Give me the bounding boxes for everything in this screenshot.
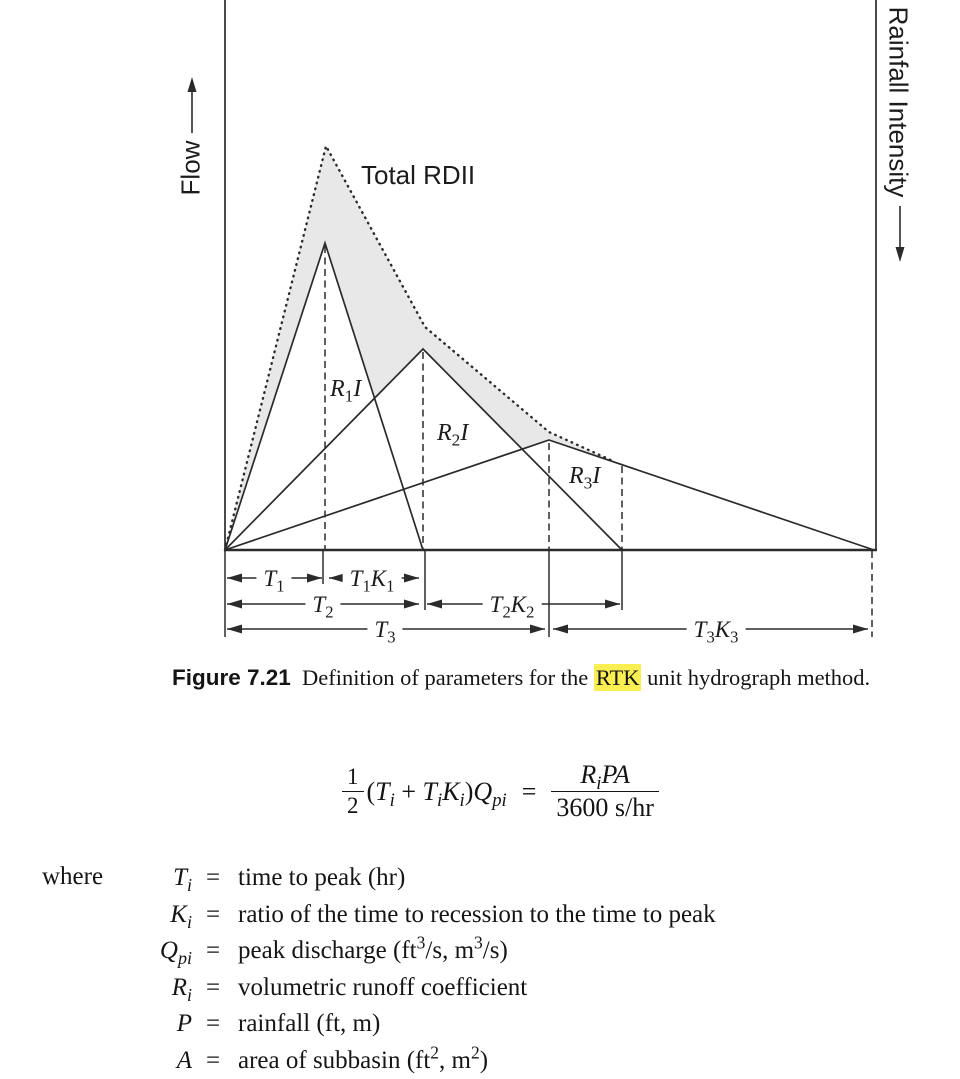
dim-t2-arrow-left [227,600,242,609]
equals-a: = [205,1046,221,1074]
dim-t3k3-arrow-left [553,625,568,634]
dim-t3k3-arrow-right [853,625,868,634]
hydrograph-1-label: $R_1I$ [330,376,362,406]
total-rdii-shaded-area [225,146,615,550]
dim-t3-arrow-left [227,625,242,634]
dim-t3-arrow-right [530,625,545,634]
rainfall-axis-label: Rainfall Intensity [883,6,914,198]
variable-definitions [42,860,716,1079]
dim-label-t2: $T_2$ [305,592,340,618]
rtk-equation [342,760,659,823]
fraction-one-half [342,764,364,819]
def-a: area of subbasin ($ft^2$, $m^2$) [238,1041,489,1074]
dim-label-t3: $T_3$ [367,617,402,643]
def-qpi: peak discharge ($ft^3/s$, $m^3/s$) [238,932,508,964]
equation-left-side: $(T_i + T_iK_i)Q_{pi}$ [366,776,507,811]
equals-ki: = [205,900,221,928]
var-ti: $T_i$ [173,864,192,895]
hydrograph-2-label: $R_2I$ [437,420,469,450]
flow-axis-arrowhead [188,77,197,92]
equals-p: = [205,1010,221,1037]
fraction-denominator: 2 [347,793,359,818]
dim-label-t2k2: $T_2K_2$ [483,592,542,618]
dim-t2k2-arrow-left [427,600,442,609]
rainfall-axis-arrowhead [896,247,905,262]
fraction-right-side [551,760,659,823]
dim-t1k1-arrow-right [404,574,419,583]
fraction-numerator: 1 [342,764,364,792]
definition-rows [42,860,716,1079]
var-a: A [176,1046,192,1074]
dim-t1-arrow-left [227,574,242,583]
def-p: rainfall (ft, m) [238,1010,381,1037]
def-ki: ratio of the time to recession to the time to peak [238,900,716,928]
hydrograph-3-label: $R_3I$ [569,463,601,493]
dim-t2-arrow-right [404,600,419,609]
dim-label-t1: $T_1$ [256,566,291,592]
flow-axis-label: Flow [175,140,206,196]
rhs-numerator: $R_iPA$ [551,760,659,792]
rhs-denominator: 3600 s/hr [556,793,654,822]
equals-ri: = [205,973,221,1001]
dim-label-t1k1: $T_1K_1$ [343,566,402,592]
def-ti: time to peak (hr) [238,864,406,891]
total-rdii-label: Total RDII [361,160,476,190]
figure-caption: Figure 7.21 Definition of parameters for the RTK unit hydrograph method. [172,665,871,690]
where-label: where [42,863,104,890]
dim-label-t3k3: $T_3K_3$ [687,617,746,643]
dim-t1-arrow-right [307,574,322,583]
equals-ti: = [205,864,221,891]
dim-t2k2-arrow-right [605,600,620,609]
var-qpi: $Q_{pi}$ [159,937,192,968]
def-ri: volumetric runoff coefficient [238,973,528,1001]
equals-qpi: = [205,937,221,964]
var-ki: $K_i$ [170,900,192,932]
equals-sign: = [521,776,537,806]
var-ri: $R_i$ [171,973,192,1005]
var-p: P [176,1010,192,1037]
